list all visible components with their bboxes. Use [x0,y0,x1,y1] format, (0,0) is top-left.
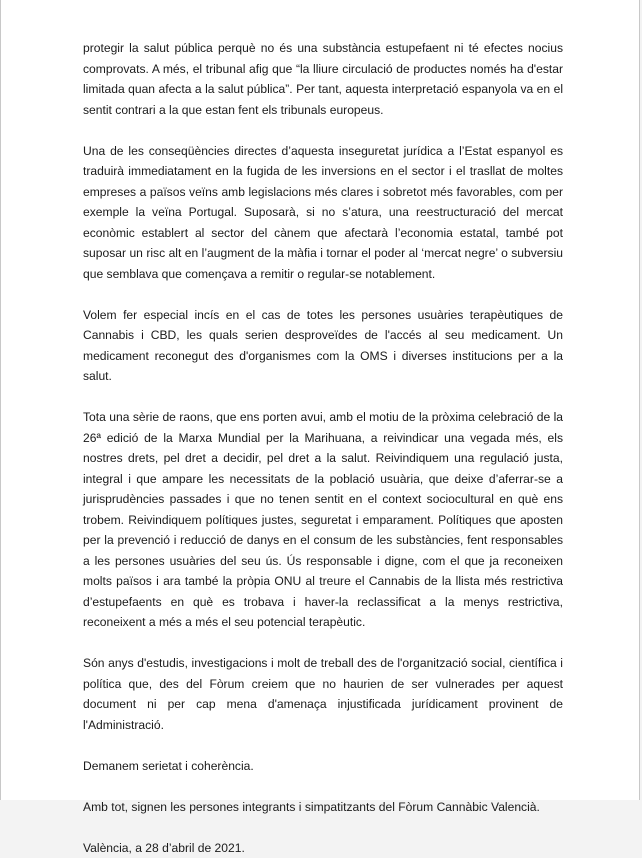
paragraph-signatories: Amb tot, signen les persones integrants i simpatitzants del Fòrum Cannàbic Valencià. [83,797,563,818]
document-body [83,38,563,858]
paragraph-research: Són anys d'estudis, investigacions i molt de treball des de l'organització social, científica i política que, des del Fòrum creiem que no haurien de ser vulnerades per aquest document ni per cap mena d'amenaça injustificada jurídicament provinent de l'Administració. [83,653,563,735]
paragraph-date-place: València, a 28 d’abril de 2021. [83,838,563,858]
paragraph-legal-uncertainty: Una de les conseqüències directes d’aquesta inseguretat jurídica a l’Estat espanyol es traduirà immediatament en la fugida de les inversions en el sector i el trasllat de moltes empreses a països veïns amb legislacions més clares i sobretot més favorables, com per exemple la veïna Portugal. Suposarà, si no s’atura, una reestructuració del mercat econòmic establert al sector del cànem que afectarà l’economia estatal, també pot suposar un risc alt en l’augment de la màfia i tornar el poder al ‘mercat negre’ o subversiu que semblava que començava a remitir o regular-se notablement. [83,141,563,285]
paragraph-demands: Tota una sèrie de raons, que ens porten avui, amb el motiu de la pròxima celebració de la 26ª edició de la Marxa Mundial per la Marihuana, a reivindicar una vegada més, els nostres drets, pel dret a decidir, pel dret a la salut. Reivindiquem una regulació justa, integral i que ampare les necessitats de la població usuària, que deixe d’aferrar-se a jurisprudències passades i que no tenen sentit en el context sociocultural en què ens trobem. Reivindiquem polítiques justes, seguretat i emparament. Polítiques que aposten per la prevenció i reducció de danys en el consum de les substàncies, fent responsables a les persones usuàries del seu ús. Ús responsable i digne, com el que ja reconeixen molts països i ara també la pròpia ONU al treure el Cannabis de la llista més restrictiva d’estupefaents en què es trobava i haver-la reclassificat a la menys restrictiva, reconeixent a més a més el seu potencial terapèutic. [83,407,563,633]
paragraph-public-health: protegir la salut pública perquè no és una substància estupefaent ni té efectes nocius comprovats. A més, el tribunal afig que “la lliure circulació de productes només ha d'estar limitada quan afecta a la salut pública”. Per tant, aquesta interpretació espanyola va en el sentit contrari a la que estan fent els tribunals europeus. [83,38,563,120]
paragraph-therapeutic-users: Volem fer especial incís en el cas de totes les persones usuàries terapèutiques de Cannabis i CBD, les quals serien desproveïdes de l'accés al seu medicament. Un medicament reconegut des d'organismes com la OMS i diverses institucions per a la salut. [83,305,563,387]
paragraph-request: Demanem serietat i coherència. [83,756,563,777]
